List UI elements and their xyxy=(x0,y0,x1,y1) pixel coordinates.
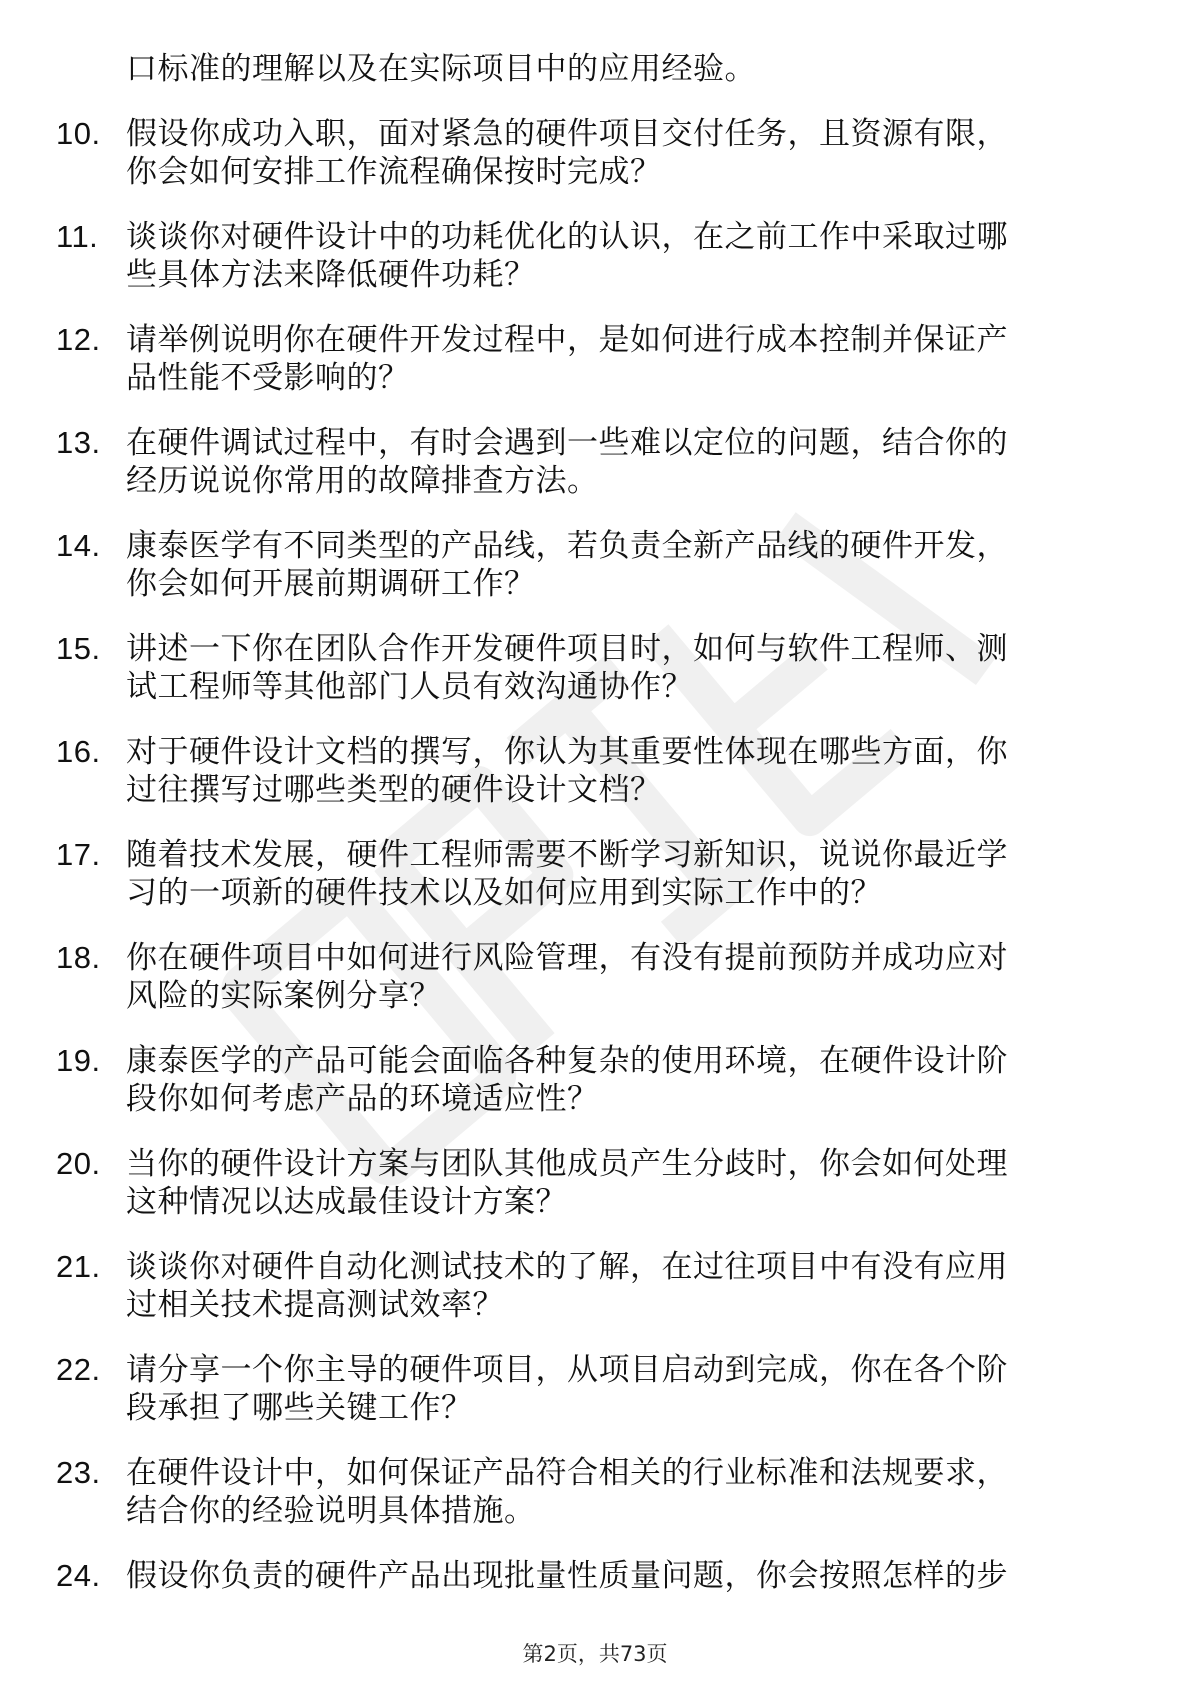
item-text-line: 经历说说你常用的故障排查方法。 xyxy=(126,463,599,499)
item-number: 17. xyxy=(56,837,101,872)
item-text-line: 风险的实际案例分享？ xyxy=(126,978,441,1014)
item-text-line: 过往撰写过哪些类型的硬件设计文档？ xyxy=(126,772,662,808)
item-text-line: 请分享一个你主导的硬件项目，从项目启动到完成，你在各个阶 xyxy=(126,1352,1008,1388)
item-text-line: 段承担了哪些关键工作？ xyxy=(126,1390,473,1426)
item-text-line: 假设你负责的硬件产品出现批量性质量问题，你会按照怎样的步 xyxy=(126,1558,1008,1594)
item-text-line: 段你如何考虑产品的环境适应性？ xyxy=(126,1081,599,1117)
item-text-line: 当你的硬件设计方案与团队其他成员产生分歧时，你会如何处理 xyxy=(126,1146,1008,1182)
item-text-line: 康泰医学的产品可能会面临各种复杂的使用环境，在硬件设计阶 xyxy=(126,1043,1008,1079)
list-item xyxy=(56,424,1136,500)
item-number: 13. xyxy=(56,425,101,460)
list-item xyxy=(56,1248,1136,1324)
item-text-line: 习的一项新的硬件技术以及如何应用到实际工作中的？ xyxy=(126,875,882,911)
list-item xyxy=(56,1557,1136,1595)
item-number: 16. xyxy=(56,734,101,769)
item-text-line: 试工程师等其他部门人员有效沟通协作？ xyxy=(126,669,693,705)
item-text-line: 品性能不受影响的？ xyxy=(126,360,410,396)
list-item xyxy=(56,1454,1136,1530)
list-item xyxy=(56,218,1136,294)
item-number: 24. xyxy=(56,1558,101,1593)
item-text-line: 你会如何安排工作流程确保按时完成？ xyxy=(126,154,662,190)
item-text-line: 请举例说明你在硬件开发过程中，是如何进行成本控制并保证产 xyxy=(126,322,1008,358)
list-item xyxy=(56,115,1136,191)
list-item xyxy=(56,1351,1136,1427)
list-item xyxy=(56,1042,1136,1118)
question-list xyxy=(56,50,1136,1622)
item-number: 15. xyxy=(56,631,101,666)
item-number: 10. xyxy=(56,116,101,151)
item-number: 23. xyxy=(56,1455,101,1490)
item-number: 20. xyxy=(56,1146,101,1181)
item-text-line: 过相关技术提高测试效率？ xyxy=(126,1287,504,1323)
item-number: 22. xyxy=(56,1352,101,1387)
item-text-line: 你在硬件项目中如何进行风险管理，有没有提前预防并成功应对 xyxy=(126,940,1008,976)
item-text-line: 这种情况以达成最佳设计方案？ xyxy=(126,1184,567,1220)
item-number: 14. xyxy=(56,528,101,563)
item-text-line: 假设你成功入职，面对紧急的硬件项目交付任务，且资源有限， xyxy=(126,116,1008,152)
item-number: 19. xyxy=(56,1043,101,1078)
item-number: 18. xyxy=(56,940,101,975)
list-item xyxy=(56,1145,1136,1221)
continuation-line: 口标准的理解以及在实际项目中的应用经验。 xyxy=(126,51,756,87)
item-text-line: 结合你的经验说明具体措施。 xyxy=(126,1493,536,1529)
list-item xyxy=(56,836,1136,912)
item-text-line: 在硬件调试过程中，有时会遇到一些难以定位的问题，结合你的 xyxy=(126,425,1008,461)
list-item xyxy=(56,527,1136,603)
item-text-line: 谈谈你对硬件设计中的功耗优化的认识，在之前工作中采取过哪 xyxy=(126,219,1008,255)
item-text-line: 随着技术发展，硬件工程师需要不断学习新知识，说说你最近学 xyxy=(126,837,1008,873)
item-text-line: 些具体方法来降低硬件功耗？ xyxy=(126,257,536,293)
item-text-line: 对于硬件设计文档的撰写，你认为其重要性体现在哪些方面，你 xyxy=(126,734,1008,770)
item-text-line: 谈谈你对硬件自动化测试技术的了解，在过往项目中有没有应用 xyxy=(126,1249,1008,1285)
page-footer: 第2页，共73页 xyxy=(522,1642,668,1666)
items-container xyxy=(56,115,1136,1595)
item-number: 21. xyxy=(56,1249,101,1284)
item-text-line: 康泰医学有不同类型的产品线，若负责全新产品线的硬件开发， xyxy=(126,528,1008,564)
list-item xyxy=(56,733,1136,809)
item-number: 12. xyxy=(56,322,101,357)
item-text-line: 在硬件设计中，如何保证产品符合相关的行业标准和法规要求， xyxy=(126,1455,1008,1491)
list-item xyxy=(56,939,1136,1015)
item-number: 11. xyxy=(56,219,99,254)
item-text-line: 讲述一下你在团队合作开发硬件项目时，如何与软件工程师、测 xyxy=(126,631,1008,667)
list-item xyxy=(56,630,1136,706)
list-item xyxy=(56,321,1136,397)
item-text-line: 你会如何开展前期调研工作？ xyxy=(126,566,536,602)
